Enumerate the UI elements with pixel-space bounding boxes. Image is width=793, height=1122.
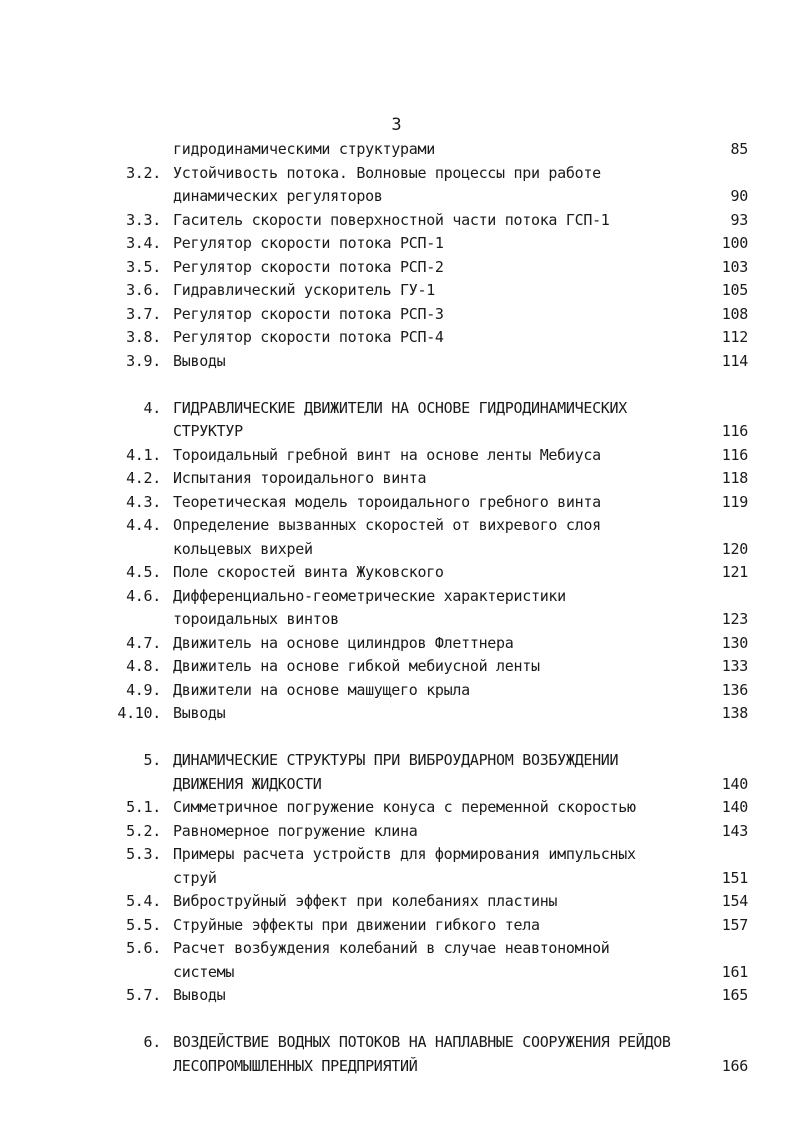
entry-title: тороидальных винтов	[173, 610, 339, 628]
toc-line	[0, 796, 793, 820]
entry-page: 136	[721, 680, 748, 699]
entry-page: 140	[721, 798, 748, 816]
toc-entry[interactable]	[0, 162, 793, 209]
entry-title: Тороидальный гребной винт на основе ленты Мебиуса	[173, 445, 601, 464]
entry-title: Симметричное погружение конуса с переменной скоростью	[173, 798, 636, 816]
entry-page: 157	[721, 915, 748, 934]
toc-line	[0, 420, 793, 444]
toc-entry[interactable]	[0, 232, 793, 256]
toc-line	[0, 279, 793, 303]
toc-line	[0, 749, 793, 773]
toc-line	[0, 561, 793, 585]
entry-title: Дифференциально-геометрические характеристики	[173, 586, 566, 605]
entry-page: 121	[721, 563, 748, 581]
section-gap	[0, 726, 793, 750]
toc-line	[0, 256, 793, 280]
toc-entry[interactable]	[0, 138, 793, 162]
entry-number: 4.8.	[126, 657, 161, 675]
toc-line	[0, 961, 793, 985]
toc-line	[0, 138, 793, 162]
entry-page: 90	[730, 187, 748, 205]
entry-page: 133	[721, 657, 748, 675]
toc-entry[interactable]	[0, 796, 793, 820]
toc-entry[interactable]	[0, 655, 793, 679]
toc-entry[interactable]	[0, 491, 793, 515]
toc-entry[interactable]	[0, 679, 793, 703]
toc-chapter[interactable]	[0, 1031, 793, 1078]
entry-title: Регулятор скорости потока РСП-4	[173, 328, 444, 346]
entry-page: 103	[721, 257, 748, 276]
page-number: 3	[391, 115, 402, 135]
toc-line	[0, 773, 793, 797]
toc-entry[interactable]	[0, 209, 793, 233]
entry-title: Расчет возбуждения колебаний в случае неавтономной	[173, 939, 610, 957]
entry-title: ЛЕСОПРОМЫШЛЕННЫХ ПРЕДПРИЯТИЙ	[173, 1056, 418, 1075]
entry-number: 5.7.	[126, 986, 161, 1004]
entry-title: ВОЗДЕЙСТВИЕ ВОДНЫХ ПОТОКОВ НА НАПЛАВНЫЕ СООРУЖЕНИЯ РЕЙДОВ	[173, 1033, 671, 1051]
entry-title: системы	[173, 962, 235, 981]
toc-line	[0, 326, 793, 350]
entry-number: 3.8.	[126, 328, 161, 346]
entry-title: кольцевых вихрей	[173, 539, 313, 558]
entry-number: 5.5.	[126, 915, 161, 934]
entry-page: 154	[721, 892, 748, 910]
entry-number: 4.1.	[126, 445, 161, 464]
entry-page: 105	[721, 281, 748, 299]
toc-entry[interactable]	[0, 350, 793, 374]
entry-number: 3.2.	[126, 163, 161, 182]
entry-page: 161	[721, 962, 748, 981]
entry-title: гидродинамическими структурами	[173, 140, 435, 158]
entry-title: Поле скоростей винта Жуковского	[173, 563, 444, 581]
entry-page: 130	[721, 633, 748, 652]
toc-line	[0, 397, 793, 421]
section-gap	[0, 373, 793, 397]
entry-title: Примеры расчета устройств для формирования импульсных	[173, 845, 636, 863]
entry-title: динамических регуляторов	[173, 187, 383, 205]
entry-title: ДВИЖЕНИЯ ЖИДКОСТИ	[173, 774, 322, 793]
toc-entry[interactable]	[0, 937, 793, 984]
entry-title: Гидравлический ускоритель ГУ-1	[173, 281, 435, 299]
entry-number: 5.6.	[126, 939, 161, 957]
toc-entry[interactable]	[0, 820, 793, 844]
entry-title: Гаситель скорости поверхностной части потока ГСП-1	[173, 210, 610, 229]
toc-entry[interactable]	[0, 279, 793, 303]
toc-line	[0, 1031, 793, 1055]
entry-number: 4.	[143, 398, 161, 417]
entry-title: Струйные эффекты при движении гибкого тела	[173, 915, 540, 934]
entry-title: Теоретическая модель тороидального гребного винта	[173, 492, 601, 511]
entry-number: 4.4.	[126, 516, 161, 534]
entry-page: 166	[721, 1056, 748, 1075]
toc-entry[interactable]	[0, 843, 793, 890]
entry-title: Определение вызванных скоростей от вихревого слоя	[173, 516, 601, 534]
toc-line	[0, 491, 793, 515]
toc-line	[0, 303, 793, 327]
entry-number: 3.6.	[126, 281, 161, 299]
entry-page: 114	[721, 351, 748, 370]
entry-page: 138	[721, 704, 748, 722]
entry-title: Выводы	[173, 704, 226, 722]
toc-entry[interactable]	[0, 561, 793, 585]
entry-page: 140	[721, 774, 748, 793]
entry-number: 3.7.	[126, 304, 161, 323]
entry-page: 116	[721, 422, 748, 440]
entry-title: СТРУКТУР	[173, 422, 243, 440]
entry-page: 116	[721, 445, 748, 464]
toc-line	[0, 538, 793, 562]
toc-entry[interactable]	[0, 914, 793, 938]
entry-title: Виброструйный эффект при колебаниях пластины	[173, 892, 558, 910]
toc-line	[0, 209, 793, 233]
entry-page: 85	[730, 140, 748, 158]
entry-title: Выводы	[173, 986, 226, 1004]
entry-number: 5.2.	[126, 821, 161, 840]
entry-page: 143	[721, 821, 748, 840]
toc-entry[interactable]	[0, 467, 793, 491]
entry-page: 112	[721, 328, 748, 346]
entry-title: Испытания тороидального винта	[173, 469, 427, 487]
toc-line	[0, 914, 793, 938]
toc-entry[interactable]	[0, 514, 793, 561]
entry-number: 4.6.	[126, 586, 161, 605]
toc-line	[0, 702, 793, 726]
toc-line	[0, 867, 793, 891]
entry-number: 6.	[143, 1033, 161, 1051]
toc-line	[0, 820, 793, 844]
toc-line	[0, 655, 793, 679]
entry-number: 4.10.	[117, 704, 161, 722]
toc-line	[0, 632, 793, 656]
entry-page: 108	[721, 304, 748, 323]
entry-number: 4.2.	[126, 469, 161, 487]
entry-number: 5.	[143, 751, 161, 769]
toc-line	[0, 185, 793, 209]
table-of-contents	[0, 138, 793, 1078]
toc-line	[0, 608, 793, 632]
toc-entry[interactable]	[0, 632, 793, 656]
toc-line	[0, 350, 793, 374]
entry-number: 3.5.	[126, 257, 161, 276]
toc-chapter[interactable]	[0, 749, 793, 796]
toc-entry[interactable]	[0, 326, 793, 350]
entry-title: Регулятор скорости потока РСП-3	[173, 304, 444, 323]
entry-title: Равномерное погружение клина	[173, 821, 418, 840]
toc-entry[interactable]	[0, 444, 793, 468]
toc-line	[0, 514, 793, 538]
entry-page: 120	[721, 539, 748, 558]
entry-page: 165	[721, 986, 748, 1004]
toc-line	[0, 162, 793, 186]
entry-number: 3.9.	[126, 351, 161, 370]
toc-line	[0, 232, 793, 256]
entry-title: Выводы	[173, 351, 226, 370]
entry-number: 5.3.	[126, 845, 161, 863]
entry-title: Регулятор скорости потока РСП-1	[173, 234, 444, 252]
entry-number: 4.5.	[126, 563, 161, 581]
toc-entry[interactable]	[0, 256, 793, 280]
section-gap	[0, 1008, 793, 1032]
entry-page: 118	[721, 469, 748, 487]
entry-page: 151	[721, 868, 748, 887]
entry-number: 4.7.	[126, 633, 161, 652]
toc-entry[interactable]	[0, 585, 793, 632]
toc-line	[0, 1055, 793, 1079]
toc-line	[0, 679, 793, 703]
toc-line	[0, 843, 793, 867]
toc-entry[interactable]	[0, 890, 793, 914]
entry-number: 4.3.	[126, 492, 161, 511]
toc-line	[0, 937, 793, 961]
toc-line	[0, 890, 793, 914]
entry-number: 5.4.	[126, 892, 161, 910]
entry-number: 3.3.	[126, 210, 161, 229]
entry-title: Регулятор скорости потока РСП-2	[173, 257, 444, 276]
toc-line	[0, 444, 793, 468]
toc-line	[0, 467, 793, 491]
toc-line	[0, 585, 793, 609]
entry-page: 119	[721, 492, 748, 511]
entry-number: 3.4.	[126, 234, 161, 252]
entry-number: 5.1.	[126, 798, 161, 816]
entry-title: струй	[173, 868, 217, 887]
toc-entry[interactable]	[0, 702, 793, 726]
entry-title: Движитель на основе цилиндров Флеттнера	[173, 633, 514, 652]
entry-title: Движители на основе машущего крыла	[173, 680, 470, 699]
entry-title: ДИНАМИЧЕСКИЕ СТРУКТУРЫ ПРИ ВИБРОУДАРНОМ ВОЗБУЖДЕНИИ	[173, 751, 619, 769]
entry-number: 4.9.	[126, 680, 161, 699]
toc-entry[interactable]	[0, 984, 793, 1008]
toc-chapter[interactable]	[0, 397, 793, 444]
entry-page: 93	[730, 210, 748, 229]
entry-page: 123	[721, 610, 748, 628]
entry-title: ГИДРАВЛИЧЕСКИЕ ДВИЖИТЕЛИ НА ОСНОВЕ ГИДРОДИНАМИЧЕСКИХ	[173, 398, 628, 417]
entry-title: Движитель на основе гибкой мебиусной ленты	[173, 657, 540, 675]
entry-title: Устойчивость потока. Волновые процессы при работе	[173, 163, 601, 182]
toc-entry[interactable]	[0, 303, 793, 327]
toc-line	[0, 984, 793, 1008]
entry-page: 100	[721, 234, 748, 252]
